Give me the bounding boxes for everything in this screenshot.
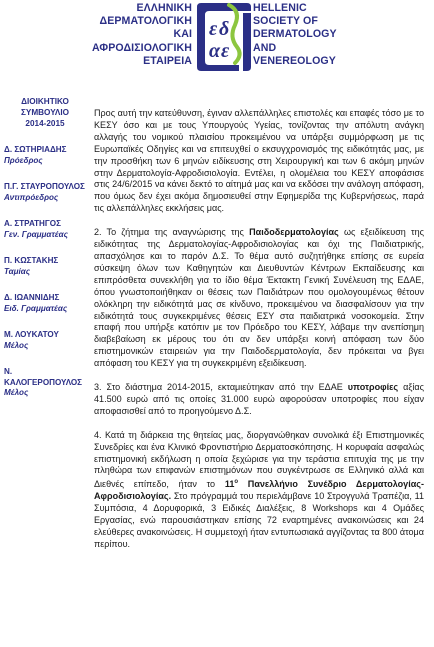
letter-body	[94, 108, 424, 563]
member-name: Π. ΚΩΣΤΑΚΗΣ	[4, 256, 59, 265]
svg-text:α: α	[209, 40, 221, 62]
paragraph-4-text: Στο πρόγραμμά του περιελάμβανε 10 Στρογγυλά Τραπέζια, 11 Συμπόσια, 4 Δορυφορικά, 3 Ειδικές Διαλέξεις, 8 Workshops και 4 Ομάδες Εργασίας, ενώ παρουσιάστηκαν επίσης 72 εναρτημένες ανακοινώσεις και 24 ελεύθερες ανακοινώσεις. Η συμμετοχή ήταν εντυπωσιακά αγγίζοντας τα 800 άτομα περίπου.	[94, 491, 424, 549]
member-role: Μέλος	[4, 340, 29, 350]
paragraph-4	[94, 430, 424, 551]
paragraph-3-text: 3. Στο διάστημα 2014-2015, εκταμιεύτηκαν από την ΕΔΑΕ	[94, 382, 348, 393]
member-role: Ταμίας	[4, 266, 31, 276]
member-role: Αντιπρόεδρος	[4, 192, 59, 202]
board-member	[4, 219, 86, 240]
member-name: Δ. ΙΩΑΝΝΙΔΗΣ	[4, 293, 60, 302]
board-member	[4, 182, 86, 203]
society-logo	[195, 1, 253, 73]
congress-number: 11	[224, 479, 235, 490]
english-line: SOCIETY OF	[253, 15, 318, 28]
english-line: HELLENIC	[253, 2, 307, 14]
svg-text:δ: δ	[219, 18, 230, 40]
paragraph-2-text: ως εξειδίκευση της ειδικότητας της Δερματολογίας-Αφροδισιολογίας και όχι της Παιδιατρικής, απασχόλησε και το παρόν Δ.Σ. Το θέμα αυτό συζητήθηκε επίσης σε ευρεία σύσκεψη όλων των Καθηγητών και Διευθυντών Κέντρων Εκπαίδευσης και επιπρόσθετα συνεκλήθη για το ίδιο θέμα Έκτακτη Γενική Συνέλευση της ΕΔΑΕ, όπου γνωστοποιήθηκαν οι θέσεις των Παιδιάτρων που ομολογουμένως θέτουν ολόκληρη την ειδικότητά μας σε κίνδυνο, προκειμένου να διασφαλίσουν για την ειδικότητά τους συγκεκριμένες θέσεις ΕΣΥ στα παιδιατρικά νοσοκομεία. Στην επαφή που υπήρξε κατόπιν με τον Πρόεδρο του ΚΕΣΥ, λάβαμε την ανεπίσημη διαβεβαίωση εκ μέρους του ότι αν δεν υπάρξει κοινή απόφαση των δύο επιστημονικών εταιρειών για την Παιδοδερματολογία, δεν πρόκειται να βγει απόφαση του ΚΕΣΥ για τη συγκεκριμένη εξειδίκευση.	[94, 227, 424, 369]
paragraph-2-text: 2. Το ζήτημα της αναγνώρισης της	[94, 227, 250, 238]
member-role: Πρόεδρος	[4, 155, 43, 165]
english-line: DERMATOLOGY	[253, 28, 337, 41]
greek-line: ΕΛΛΗΝΙΚΗ	[136, 2, 192, 14]
paragraph-3-highlight: υποτροφίες	[347, 382, 399, 393]
member-role: Γεν. Γραμματέας	[4, 229, 68, 239]
society-name-greek	[60, 2, 192, 68]
congress-ordinal: ο	[234, 479, 239, 486]
member-name: Ν. ΚΑΛΟΓΕΡΟΠΟΥΛΟΣ	[4, 367, 83, 387]
english-line: AND	[253, 41, 277, 54]
paragraph-4-text: 4. Κατά τη διάρκεια της θητείας μας, διοργανώθηκαν συνολικά έξι Επιστημονικές Συνεδρίες και ένα Κλινικό Φροντιστήριο Δερματοσκόπησης. Η κορυφαία ασφαλώς επιστημονική εκδήλωση η οποία ξεχώρισε για την τεράστια επιτυχία της με την πληθώρα των επιφανών επιστημόνων που συγκέντρωσε σε Ελληνικό αλλά και Διεθνές επίπεδο, ήταν το	[94, 429, 424, 490]
member-role: Μέλος	[4, 388, 29, 397]
paragraph-3-text: αξίας 41.500 ευρώ από τις οποίες 31.000 ευρώ αφορούσαν υποτροφίες που είχαν αποφασισθεί από το προηγούμενο Δ.Σ.	[94, 382, 424, 416]
svg-text:ε: ε	[221, 40, 230, 62]
member-name: Μ. ΛΟΥΚΑΤΟΥ	[4, 330, 59, 339]
board-member	[4, 330, 86, 351]
paragraph-3	[94, 382, 424, 418]
society-name-english	[253, 2, 383, 68]
board-title: ΔΙΟΙΚΗΤΙΚΟ ΣΥΜΒΟΥΛΙΟ	[20, 97, 70, 117]
member-role: Ειδ. Γραμματέας	[4, 303, 68, 313]
member-name: Δ. ΣΩΤΗΡΙΑΔΗΣ	[4, 145, 67, 154]
board-member	[4, 367, 86, 399]
greek-line: ΔΕΡΜΑΤΟΛΟΓΙΚΗ	[99, 15, 192, 28]
english-line: VENEREOLOGY	[253, 54, 336, 67]
greek-line: ΑΦΡΟΔΙΣΙΟΛΟΓΙΚΗ	[91, 41, 192, 54]
svg-text:ε: ε	[209, 18, 218, 40]
congress-name: Πανελλήνιο Συνέδριο Δερματολογίας-Αφροδισιολογίας.	[94, 479, 425, 502]
board-years: 2014-2015	[25, 119, 65, 128]
member-name: Π.Γ. ΣΤΑΥΡΟΠΟΥΛΟΣ	[4, 182, 85, 191]
board-member	[4, 256, 86, 277]
member-name: Α. ΣΤΡΑΤΗΓΟΣ	[4, 219, 61, 228]
paragraph-2	[94, 227, 424, 370]
greek-line: ΚΑΙ	[173, 28, 192, 41]
letterhead	[0, 0, 434, 92]
greek-line: ΕΤΑΙΡΕΙΑ	[143, 54, 192, 67]
board-sidebar	[4, 96, 86, 399]
board-member	[4, 293, 86, 314]
board-member	[4, 145, 86, 166]
paragraph-2-highlight: Παιδοδερματολογίας	[249, 227, 339, 238]
paragraph-1: Προς αυτή την κατεύθυνση, έγιναν αλλεπάλληλες επιστολές και επαφές τόσο με το ΚΕΣΥ όσο και με τους Υπουργούς Υγείας, τονίζοντας την απόλυτη ανάγκη αλλαγής του νομικού πλαισίου προκειμένου να υπάρξει συμμόρφωση με τις Ευρωπαϊκές Οδηγίες και να επιτευχθεί ο εκσυγχρονισμός της ειδικότητάς μας, με την προσθήκη των 6 μηνών ειδίκευσης στη Χειρουργική και των 6 ακόμη μηνών στην Δερματολογία-Αφροδισιολογία. Εντέλει, η ολομέλεια του ΚΕΣΥ αποφάσισε στις 24/6/2015 να κάνει δεκτό το αίτημά μας και να εκδόσει την ανάλογη απόφαση, που όμως δεν έχει ακόμα δημοσιευθεί στην Εφημερίδα της Κυβερνήσεως, παρά τις αλλεπάλληλες εκκλήσεις μας.	[94, 108, 424, 214]
